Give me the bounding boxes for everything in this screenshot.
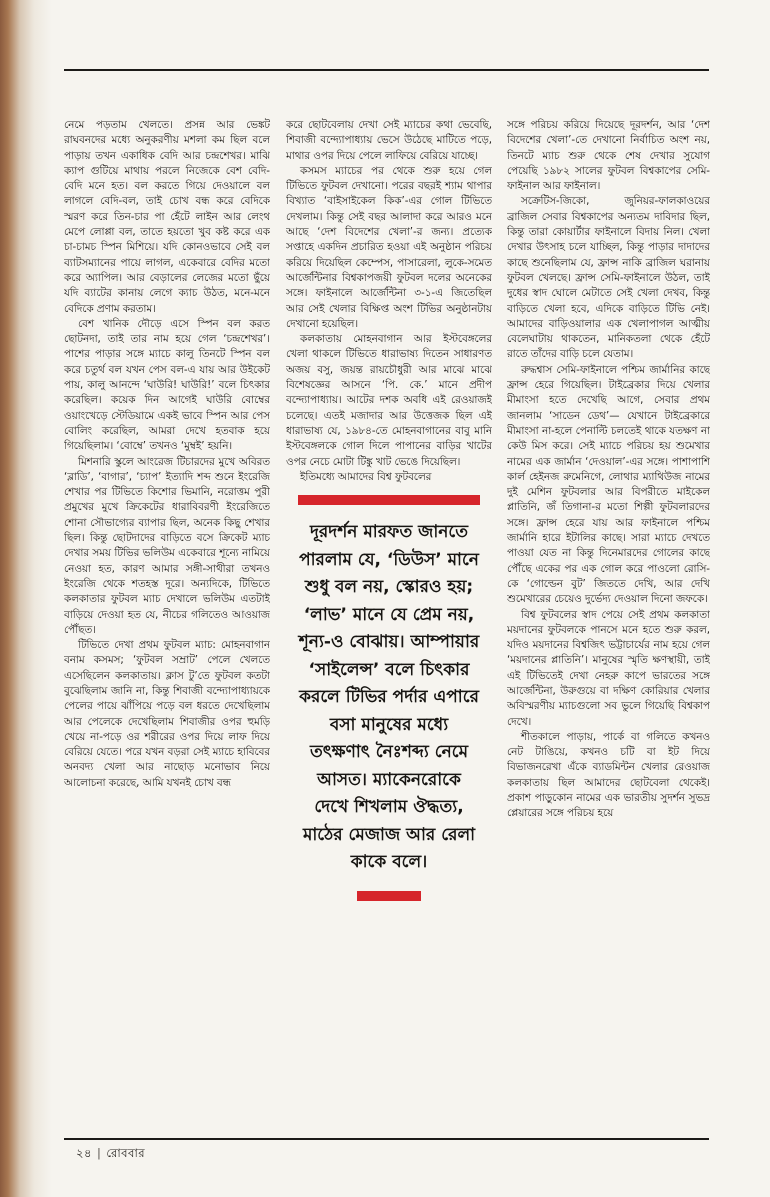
pull-quote	[286, 495, 492, 901]
paragraph: নেমে পড়তাম খেলতে। প্রসন্ন আর ভেঙ্কট রাঘবনদের মধ্যে অনুকরণীয় মশলা কম ছিল বলে পাড়ায় তখন একাধিক বেদি আর চন্দ্রশেখর। মাঝি ক্যাপ গুটিয়ে মাথায় পরলে নিজেকে বেশ বেদি-বেদি মনে হত। বল করতে গিয়ে দেওয়ালে বল লাগলে বেদি-বল, তাই চোখ বন্ধ করে বেদিকে স্মরণ করে তিন-চার পা হেঁটে লাইন আর লেংথ মেপে লোপ্পা বল, তাতে হয়তো খুব কষ্ট করে এক চা-চামচ স্পিন মিশিয়ে। যদি কোনওভাবে সেই বল ব্যাটসম্যানের পায়ে লাগল, একেবারে বেদির মতো করে অ্যাপিল। আর বেড়ালের লেজের মতো ছুঁয়ে যদি ব্যাটের কানায় লেগে ক্যাচ উঠত, মনে-মনে বেদিকে প্রণাম করতাম।	[64, 119, 270, 315]
column-left	[64, 118, 270, 1130]
paragraph: শীতকালে পাড়ায়, পার্কে বা গলিতে কখনও নেট টাঙিয়ে, কখনও চটি বা ইট দিয়ে বিভাজনরেখা এঁকে ব্যাডমিন্টন খেলার রেওয়াজ কলকাতায় ছিল আমাদের ছোটবেলা থেকেই। প্রকাশ পাড়ুকোন নামের এক ভারতীয় সুদর্শন সুভদ্র প্লেয়ারের সঙ্গে পরিচয় হয়ে	[507, 730, 710, 820]
paragraph: বিশ্ব ফুটবলের স্বাদ পেয়ে সেই প্রথম কলকাতা ময়দানের ফুটবলকে পানসে মনে হতে শুরু করল, যদিও ময়দানের বিশ্বজিৎ ভট্টাচার্যের নাম হয়ে গেল ‘ময়দানের প্লাতিনি’। মানুষের স্মৃতি ক্ষণস্থায়ী, তাই এই টিভিতেই দেখা নেহরু কাপে ভারতের সঙ্গে আর্জেন্টিনা, উরুগুয়ে বা দক্ষিণ কোরিয়ার খেলার অবিস্মরণীয় ম্যাচগুলো সব ভুলে গিয়েছি বিশ্বকাপ দেখে।	[507, 608, 710, 728]
paragraph: টিভিতে দেখা প্রথম ফুটবল ম্যাচ: মোহনবাগান বনাম কসমস; ‘ফুটবল সম্রাট’ পেলে খেলতে এসেছিলেন কলকাতায়। ক্লাস টু’তে ফুটবল কতটা বুঝেছিলাম জানি না, কিন্তু শিবাজী বন্দ্যোপাধ্যায়কে পেলের পায়ে ঝাঁপিয়ে পড়ে বল ধরতে দেখেছিলাম আর পেলেকে দেখেছিলাম শিবাজীর ওপর হুমড়ি খেয়ে না-পড়ে ওর শরীরের ওপর দিয়ে লাফ দিয়ে বেরিয়ে যেতে। পরে যখন বড়রা সেই ম্যাচে হাবিবের অনবদ্য খেলা আর নাছোড় মনোভাব নিয়ে আলোচনা করেছে, আমি যখনই চোখ বন্ধ	[64, 639, 270, 789]
paragraph: কলকাতায় মোহনবাগান আর ইস্টবেঙ্গলের খেলা থাকলে টিভিতে ধারাভাষ্য দিতেন সাধারণত অজয় বসু, জয়ন্ত রায়চৌধুরী আর মাঝে মাঝে বিশেষজ্ঞের আসনে ‘পি. কে.’ মানে প্রদীপ বন্দ্যোপাধ্যায়। আটের দশক অবধি এই রেওয়াজই চলেছে। এতই মজাদার আর উত্তেজক ছিল এই ধারাভাষ্য যে, ১৯৮৪-তে মোহনবাগানের বাবু মানি ইস্টবেঙ্গলকে গোল দিলে পাপানের বাড়ির খাটের ওপর নেচে মোটা টিঙ্কু খাট ভেঙে দিয়েছিল।	[286, 333, 492, 468]
top-rule	[64, 69, 709, 71]
column-right	[507, 118, 710, 1130]
page-footer	[76, 1145, 145, 1164]
paragraph: করে ছোটবেলায় দেখা সেই ম্যাচের কথা ভেবেছি, শিবাজী বন্দ্যোপাধ্যায় ভেসে উঠেছে মাটিতে পড়ে, মাথার ওপর দিয়ে পেলে লাফিয়ে বেরিয়ে যাচ্ছে।	[286, 119, 492, 162]
paragraph: ইতিমধ্যে আমাদের বিশ্ব ফুটবলের	[300, 470, 432, 483]
paragraph: সক্রেটিস-জিকো, জুনিয়র-ফালকাওয়ের ব্রাজিল সেবার বিশ্বকাপের অন্যতম দাবিদার ছিল, কিন্তু তারা কোয়ার্টার ফাইনালে বিদায় নিল। খেলা দেখার উৎসাহ চলে যাচ্ছিল, কিন্তু পাড়ার দাদাদের কাছে শুনেছিলাম যে, ফ্রান্স নাকি ব্রাজিল ঘরানায় ফুটবল খেলছে। ফ্রান্স সেমি-ফাইনালে উঠল, তাই দুধের স্বাদ ঘোলে মেটাতে সেই খেলা দেখব, কিন্তু বাড়িতে খেলা হবে, এদিকে বাড়িতে টিভি নেই। আমাদের বাড়িওয়ালার এক খেলাপাগল আত্মীয় বেলেঘাটায় থাকতেন, মানিকতলা থেকে হেঁটে রাতে তাঁদের বাড়ি চলে যেতাম।	[507, 195, 710, 361]
paragraph: কসমস ম্যাচের পর থেকে শুরু হয়ে গেল টিভিতে ফুটবল দেখানো। পরের বছরই শ্যাম থাপার বিখ্যাত ‘বাইসাইকেল কিক’-এর গোল টিভিতে দেখলাম। কিন্তু সেই বছর আলাদা করে আরও মনে আছে ‘দেশ বিদেশের খেলা’-র জন্য। প্রত্যেক সপ্তাহে একদিন প্রচারিত হওয়া এই অনুষ্ঠান পরিচয় করিয়ে দিয়েছিল কেম্পেস, পাসারেলা, লুকে-সমেত আর্জেন্টিনার বিশ্বকাপজয়ী ফুটবল দলের অনেকের সঙ্গে। ফাইনালে আর্জেন্টিনা ৩-১-এ জিতেছিল আর সেই খেলার বিক্ষিপ্ত অংশ টিভির অনুষ্ঠানটায় দেখানো হয়েছিল।	[286, 164, 492, 330]
magazine-name: রোববার	[106, 1146, 146, 1160]
page-number: ২৪	[76, 1146, 92, 1160]
paragraph: সঙ্গে পরিচয় করিয়ে দিয়েছে দূরদর্শন, আর ‘দেশ বিদেশের খেলা’-তে দেখানো নির্বাচিত অংশ নয়, তিনটে ম্যাচ শুরু থেকে শেষ দেখার সুযোগ পেয়েছি ১৯৮২ সালের ফুটবল বিশ্বকাপের সেমি-ফাইনাল আর ফাইনাল।	[507, 119, 710, 193]
pull-quote-bottom-bar	[357, 891, 421, 901]
footer-separator: |	[96, 1146, 102, 1160]
paragraph: রুদ্ধশ্বাস সেমি-ফাইনালে পশ্চিম জার্মানির কাছে ফ্রান্স হেরে গিয়েছিল। টাইব্রেকার দিয়ে খেলার মীমাংসা হতে দেখেছি আগে, সেবার প্রথম জানলাম ‘সাডেন ডেথ’— যেখানে টাইব্রেকারে মীমাংসা না-হলে পেনাল্টি চলতেই থাকে যতক্ষণ না কেউ মিস করে। সেই ম্যাচে পরিচয় হয় শুমেখার নামের এক জার্মান ‘দেওয়াল’-এর সঙ্গে। পাশাপাশি কার্ল হেইনজ রুমেনিগে, লোথার ম্যাথিউজ নামের দুই মেশিন ফুটবলার আর বিপরীতে মাইকেল প্লাতিনি, জঁ তিগানা-র মতো শিল্পী ফুটবলারদের সঙ্গে। ফ্রান্স হেরে যায় আর ফাইনালে পশ্চিম জার্মানি হারে ইটালির কাছে। সারা ম্যাচে দেখতে পাওয়া যেত না কিন্তু দিনেমারদের গোলের কাছে পৌঁছে একের পর এক গোল করে পাওলো রোসি-কে ‘গোল্ডেন বুট’ জিততে দেখি, আর দেখি শুমেখারের চেয়েও দুর্ভেদ্য দেওয়াল দিনো জফকে।	[507, 363, 710, 606]
pull-quote-top-bar	[298, 495, 480, 505]
paragraph: বেশ খানিক দৌড়ে এসে স্পিন বল করত ছোটনদা, তাই তার নাম হয়ে গেল ‘চন্দ্রশেখর’। পাশের পাড়ার সঙ্গে ম্যাচে কালু তিনটে স্পিন বল করে চতুর্থ বল যখন পেস বল-এ যায় আর উইকেট পায়, কালু আনন্দে ‘ঘাউরি! ঘাউরি!’ বলে চিৎকার করেছিল। কয়েক দিন আগেই ঘাউরি বোম্বের ওয়াংখেড়ে স্টেডিয়ামে একই ভাবে স্পিন আর পেস বোলিং করেছিল, আমরা দেখে হতবাক হয়ে গিয়েছিলাম। ‘বোম্বে’ তখনও ‘মুম্বই’ হয়নি।	[64, 317, 270, 453]
column-middle	[286, 118, 492, 1130]
footer-rule	[64, 1138, 709, 1140]
paragraph: মিশনারি স্কুলে আংরেজ টিচারদের মুখে অবিরত ‘ব্লাডি’, ‘বাগার’, ‘চ্যাপ’ ইত্যাদি শব্দ শুনে ইংরেজি শেখার পর টিভিতে কিশোর ভিমানি, নরোত্তম পুরী প্রমুখের মুখে ক্রিকেটের ধারাবিবরণী ইংরেজিতে শোনা সৌভাগ্যের ব্যাপার ছিল, অনেক কিছু শেখার ছিল। কিন্তু ছোটদাদের বাড়িতে বসে ক্রিকেট ম্যাচ দেখার সময় টিভির ভলিউম একেবারে শূন্যে নামিয়ে নেওয়া হত, কারণ আমার সঙ্গী-সাথীরা তখনও ইংরেজি থেকে শতহস্ত দূরে। অন্যদিকে, টিভিতে কলকাতার ফুটবল ম্যাচ দেখালে ভলিউম এতটাই বাড়িয়ে দেওয়া হত যে, নীচের গলিতেও আওয়াজ পৌঁছত।	[64, 455, 270, 636]
page-spine-shadow	[0, 0, 52, 1197]
pull-quote-text: দূরদর্শন মারফত জানতে পারলাম যে, ‘ডিউস’ মানে শুধু বল নয়, স্কোরও হয়; ‘লাভ’ মানে যে প্রেম নয়, শূন্য-ও বোঝায়। আম্পায়ার ‘সাইলেন্স’ বলে চিৎকার করলে টিভির পর্দার এপারে বসা মানুষের মধ্যে তৎক্ষণাৎ নৈঃশব্দ্য নেমে আসত। ম্যাকেনরোকে দেখে শিখলাম ঔদ্ধত্য, মাঠের মেজাজ আর রেলা কাকে বলে।	[298, 522, 480, 873]
